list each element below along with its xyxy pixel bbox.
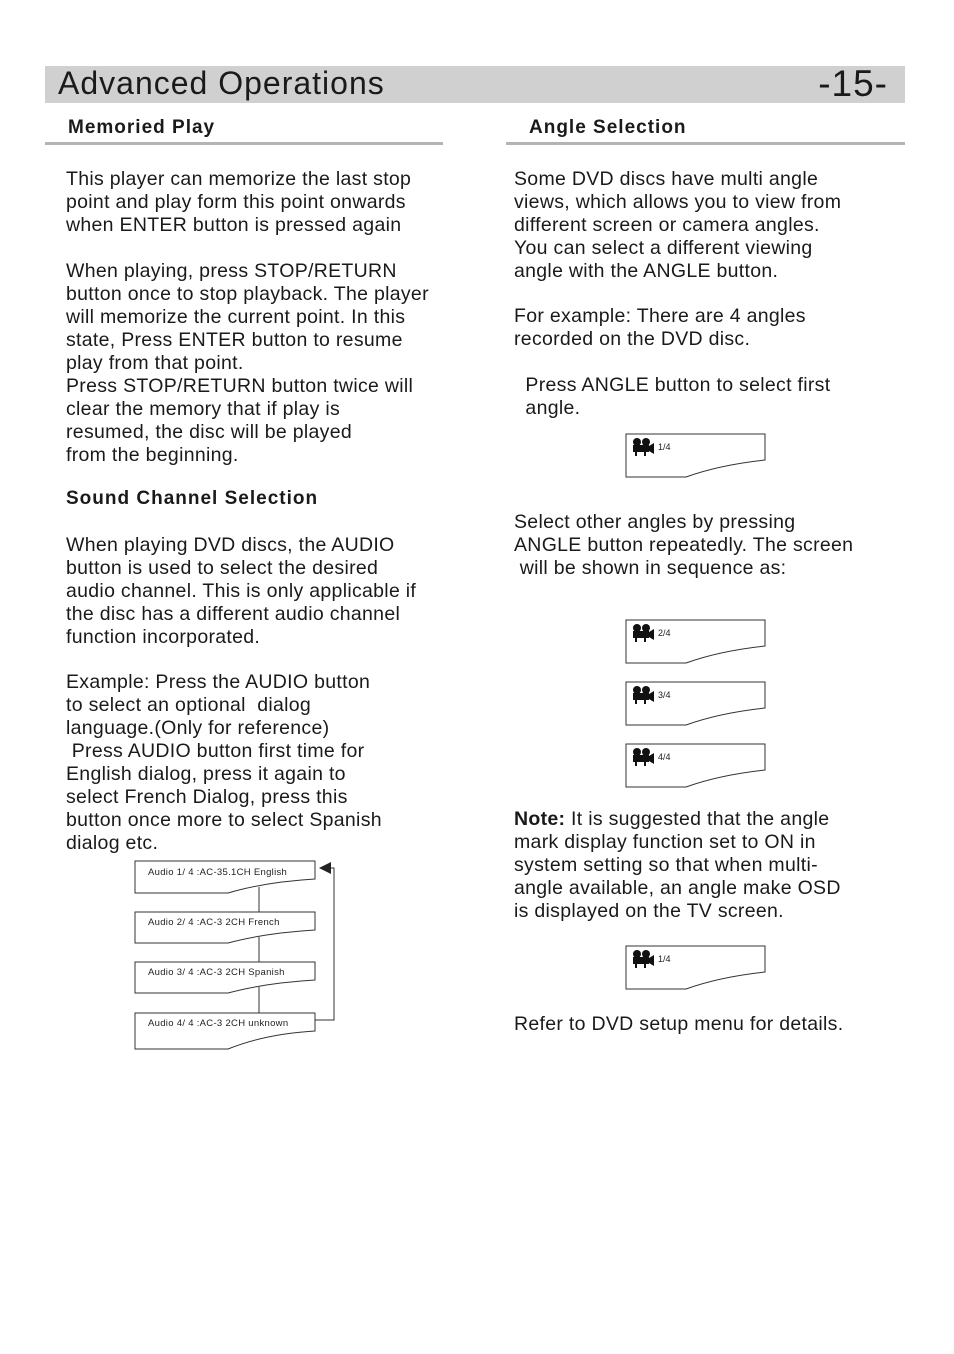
audio-osd-4: Audio 4/ 4 :AC-3 2CH unknown	[148, 1018, 289, 1029]
camera-icon	[633, 686, 654, 704]
sound-channel-heading: Sound Channel Selection	[66, 488, 319, 509]
page-number: -15-	[818, 63, 888, 104]
page-title: Advanced Operations	[58, 65, 385, 101]
note-label: Note:	[514, 808, 566, 830]
angle-osd-example	[624, 944, 769, 992]
note-paragraph	[514, 808, 841, 923]
audio-osd-diagram	[130, 855, 345, 1055]
angle-paragraph-3: Press ANGLE button to select first angle.	[525, 374, 831, 419]
sound-paragraph-1: When playing DVD discs, the AUDIO button is used to select the desired audio channel. This is only applicable if the disc has a different audio channel function incorporated.	[66, 534, 417, 648]
angle-selection-heading: Angle Selection	[529, 117, 687, 138]
angle-osd-label: 2/4	[658, 628, 671, 638]
memoried-paragraph-2: When playing, press STOP/RETURN button once to stop playback. The player will memorize the current point. In this state, Press ENTER button to resume play from that point. Press STOP/RETURN button twice will clear the memory that if play is resumed, the disc will be played from the beginning.	[66, 260, 429, 466]
memoried-paragraph-1: This player can memorize the last stop point and play form this point onwards when ENTER button is pressed again	[66, 168, 412, 236]
camera-icon	[633, 624, 654, 642]
audio-osd-3: Audio 3/ 4 :AC-3 2CH Spanish	[148, 967, 285, 978]
memoried-play-heading: Memoried Play	[68, 117, 216, 138]
angle-osd-2	[624, 618, 769, 666]
left-heading-rule	[45, 142, 443, 145]
angle-osd-first	[624, 432, 769, 480]
angle-osd-label: 1/4	[658, 954, 671, 964]
refer-paragraph: Refer to DVD setup menu for details.	[514, 1013, 844, 1035]
note-text: It is suggested that the angle mark display function set to ON in system setting so that when multi- angle available, an angle make OSD is displayed on the TV screen.	[514, 808, 841, 922]
audio-osd-1: Audio 1/ 4 :AC-35.1CH English	[148, 867, 288, 878]
angle-osd-label: 3/4	[658, 690, 671, 700]
audio-osd-2: Audio 2/ 4 :AC-3 2CH French	[148, 917, 280, 928]
camera-icon	[633, 438, 654, 456]
right-heading-rule	[506, 142, 905, 145]
angle-osd-label: 4/4	[658, 752, 671, 762]
angle-paragraph-1: Some DVD discs have multi angle views, which allows you to view from different screen or camera angles. You can select a different viewing angle with the ANGLE button.	[514, 168, 842, 282]
angle-osd-4	[624, 742, 769, 790]
angle-osd-3	[624, 680, 769, 728]
sound-paragraph-2: Example: Press the AUDIO button to select an optional dialog language.(Only for reference) Press AUDIO button first time for English dialog, press it again to select French Dialog, press this button once more to select Spanish dialog etc.	[66, 671, 382, 854]
angle-paragraph-4: Select other angles by pressing ANGLE button repeatedly. The screen will be shown in sequence as:	[514, 511, 854, 579]
camera-icon	[633, 748, 654, 766]
angle-paragraph-2: For example: There are 4 angles recorded on the DVD disc.	[514, 305, 806, 350]
camera-icon	[633, 950, 654, 968]
angle-osd-label: 1/4	[658, 442, 671, 452]
